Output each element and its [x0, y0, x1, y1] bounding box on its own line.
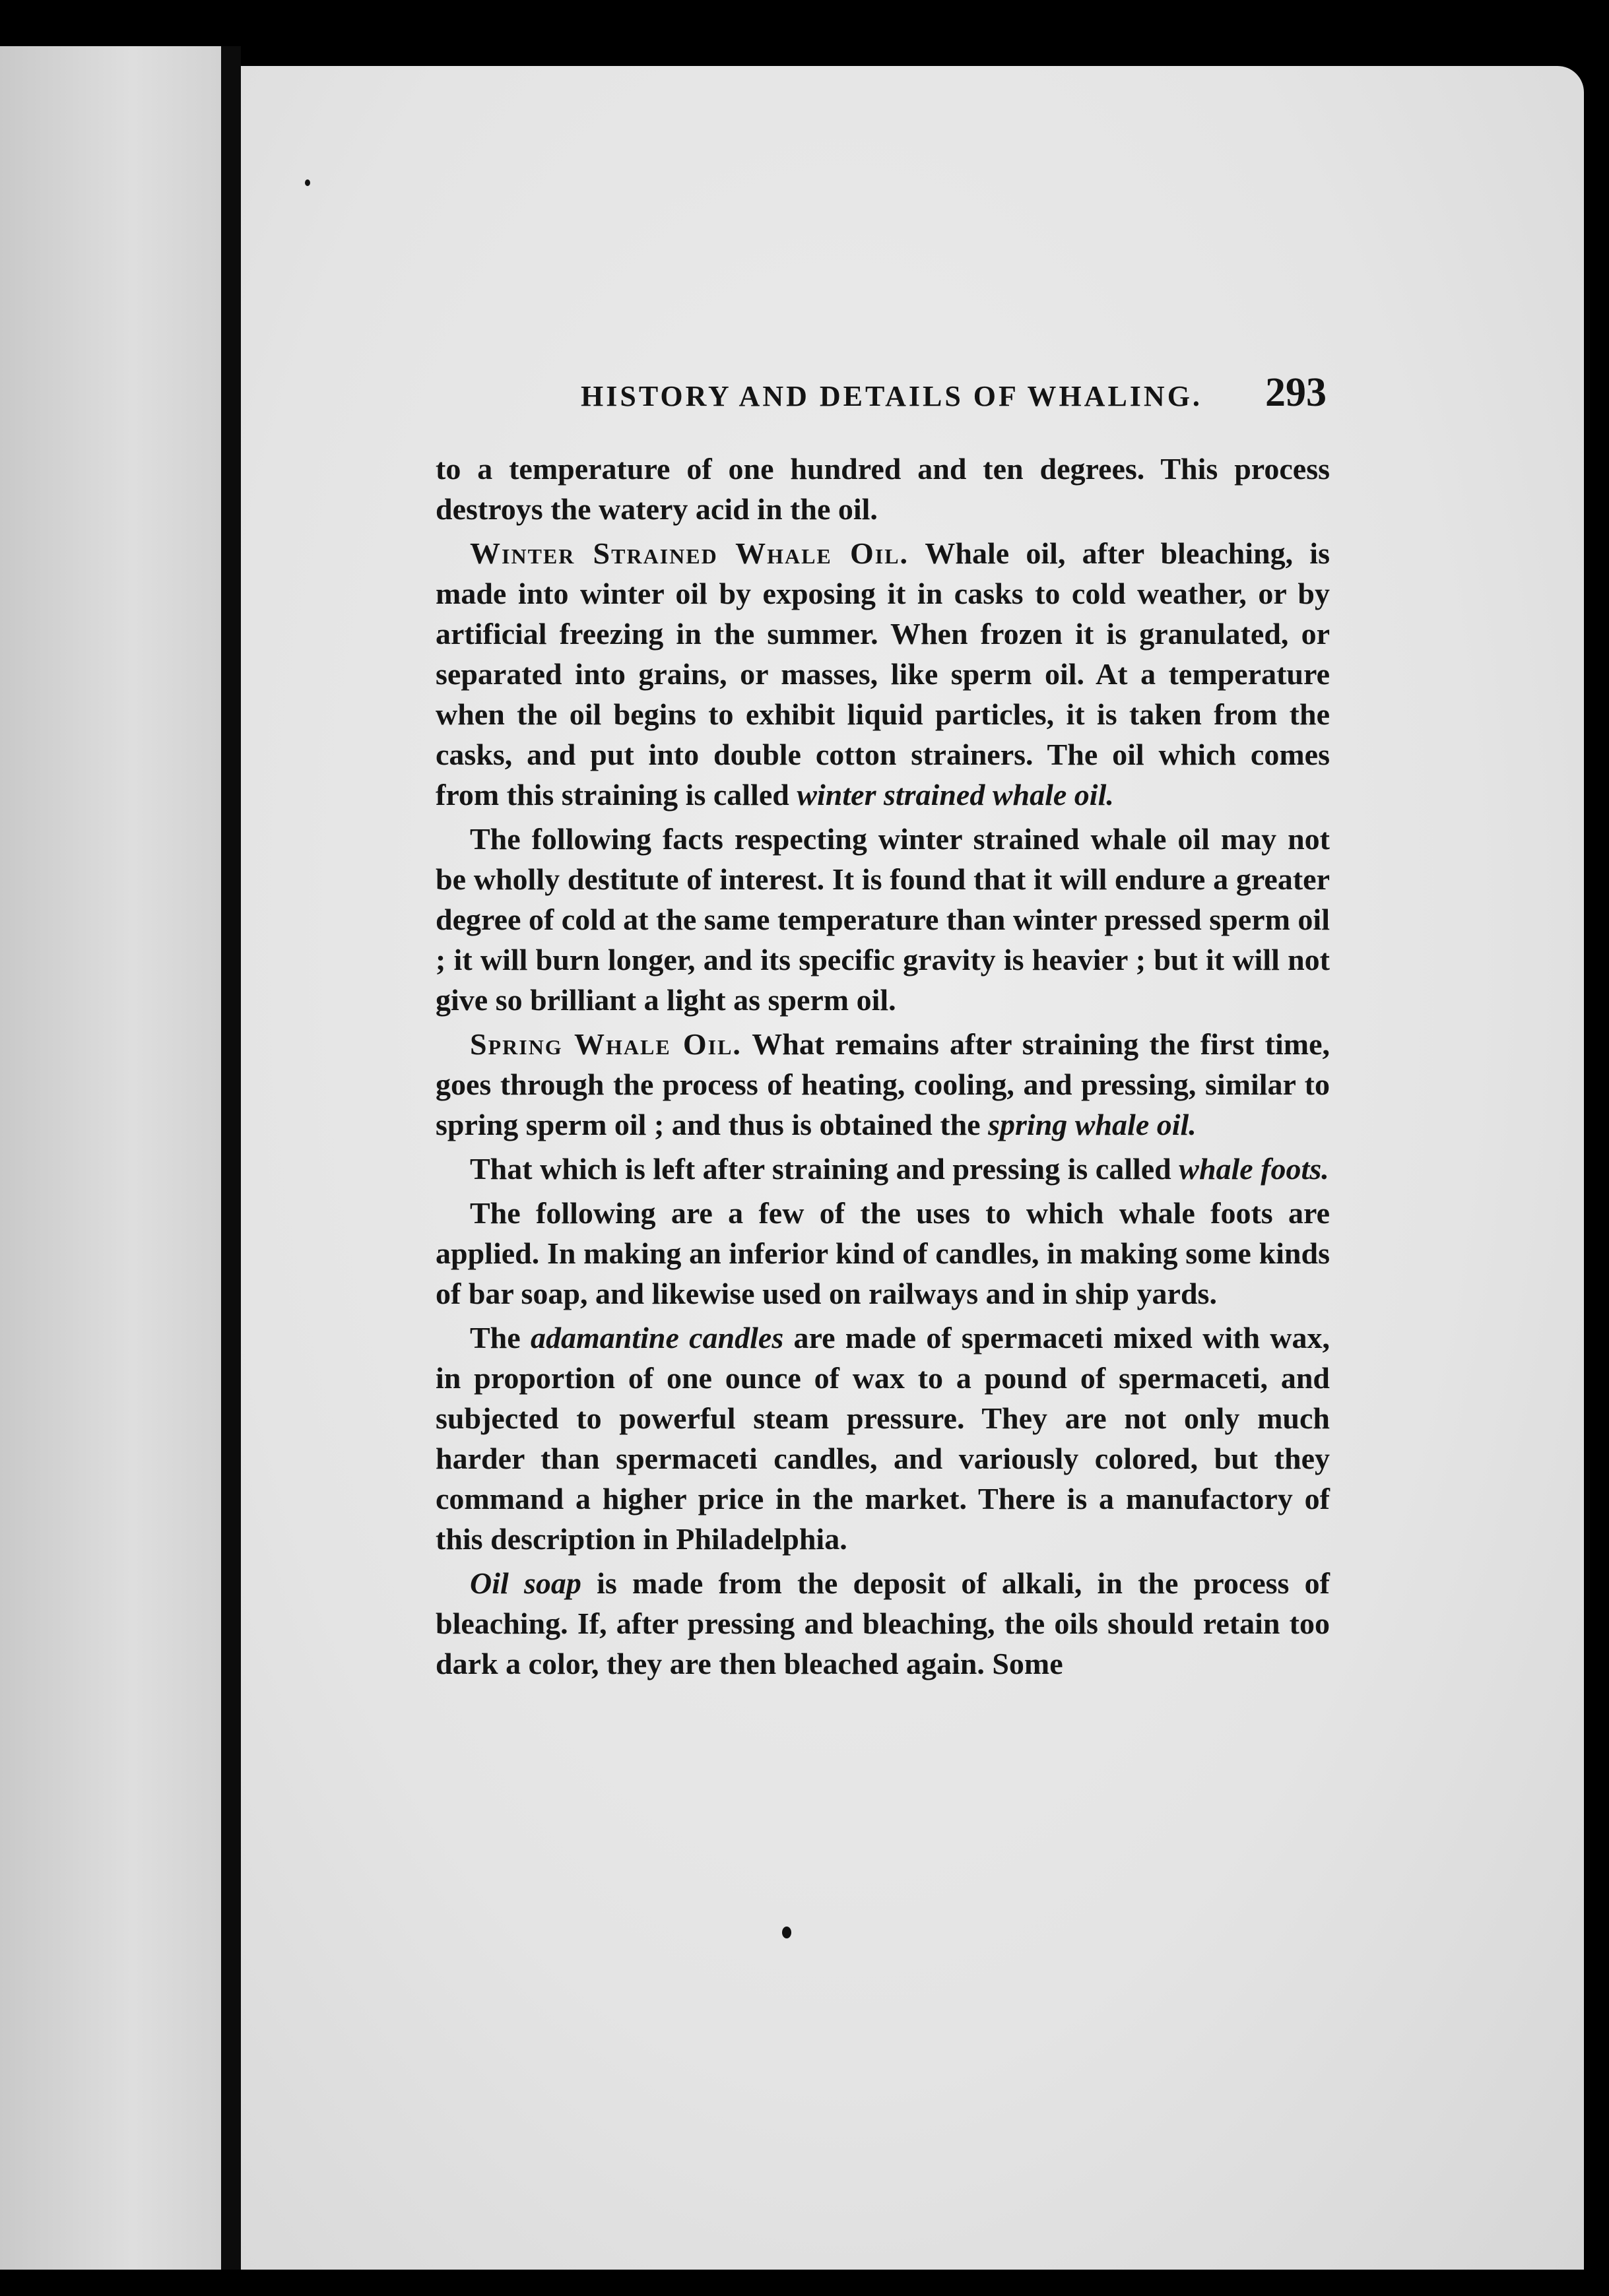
paragraph	[436, 1149, 1330, 1189]
italic-term: adamantine candles	[530, 1321, 784, 1355]
ink-speck	[782, 1927, 791, 1938]
page-number: 293	[1265, 370, 1327, 415]
paragraph	[436, 819, 1330, 1020]
body-text	[436, 449, 1330, 1684]
section-heading: Winter Strained Whale Oil.	[470, 536, 909, 570]
text-run: Whale oil, after bleaching, is made into winter oil by exposing it in casks to cold weather, or by artificial freezing in the summer. When frozen it is granulated, or separated into grains, or masses, like sperm oil. At a temperature when the oil begins to exhibit liquid particles, it is taken from the casks, and put into double cotton strainers. The oil which comes from this straining is called	[436, 536, 1330, 812]
text-run: to a temperature of one hundred and ten degrees. This process destroys the watery acid in the oil.	[436, 452, 1330, 526]
gutter-line	[221, 46, 241, 2270]
italic-term: winter strained whale oil.	[797, 778, 1114, 812]
text-run: The following are a few of the uses to which whale foots are applied. In making an inferior kind of candles, in making some kinds of bar soap, and likewise used on railways and in ship yards.	[436, 1196, 1330, 1310]
text-run: That which is left after straining and pressing is called	[470, 1152, 1179, 1186]
running-head	[581, 369, 1327, 416]
paragraph	[436, 1024, 1330, 1145]
paragraph	[436, 533, 1330, 815]
italic-term: whale foots.	[1179, 1152, 1329, 1186]
paragraph	[436, 449, 1330, 529]
section-heading: Spring Whale Oil.	[470, 1027, 742, 1061]
text-run: are made of spermaceti mixed with wax, in proportion of one ounce of wax to a pound of spermaceti, and subjected to powerful steam pressure. They are not only much harder than spermaceti candles, and variously colored, but they command a higher price in the market. There is a manufactory of this description in Philadelphia.	[436, 1321, 1330, 1556]
italic-term: Oil soap	[470, 1566, 581, 1600]
running-head-title: HISTORY AND DETAILS OF WHALING.	[581, 380, 1202, 412]
ink-speck	[305, 179, 310, 186]
paragraph	[436, 1318, 1330, 1559]
text-run: The following facts respecting winter strained whale oil may not be wholly destitute of interest. It is found that it will endure a greater degree of cold at the same temperature than winter pressed sperm oil ; it will burn longer, and its specific gravity is heavier ; but it will not give so brilliant a light as sperm oil.	[436, 822, 1330, 1017]
paragraph	[436, 1193, 1330, 1314]
text-run: The	[470, 1321, 531, 1355]
text-run: is made from the deposit of alkali, in the process of bleaching. If, after pressing and bleaching, the oils should retain too dark a color, they are then bleached again. Some	[436, 1566, 1330, 1680]
paragraph	[436, 1563, 1330, 1684]
left-page-edge	[0, 46, 221, 2270]
italic-term: spring whale oil.	[988, 1108, 1197, 1141]
text-run: What remains after straining the first time, goes through the process of heating, cooling, and pressing, similar to spring sperm oil ; and thus is obtained the	[436, 1027, 1330, 1141]
